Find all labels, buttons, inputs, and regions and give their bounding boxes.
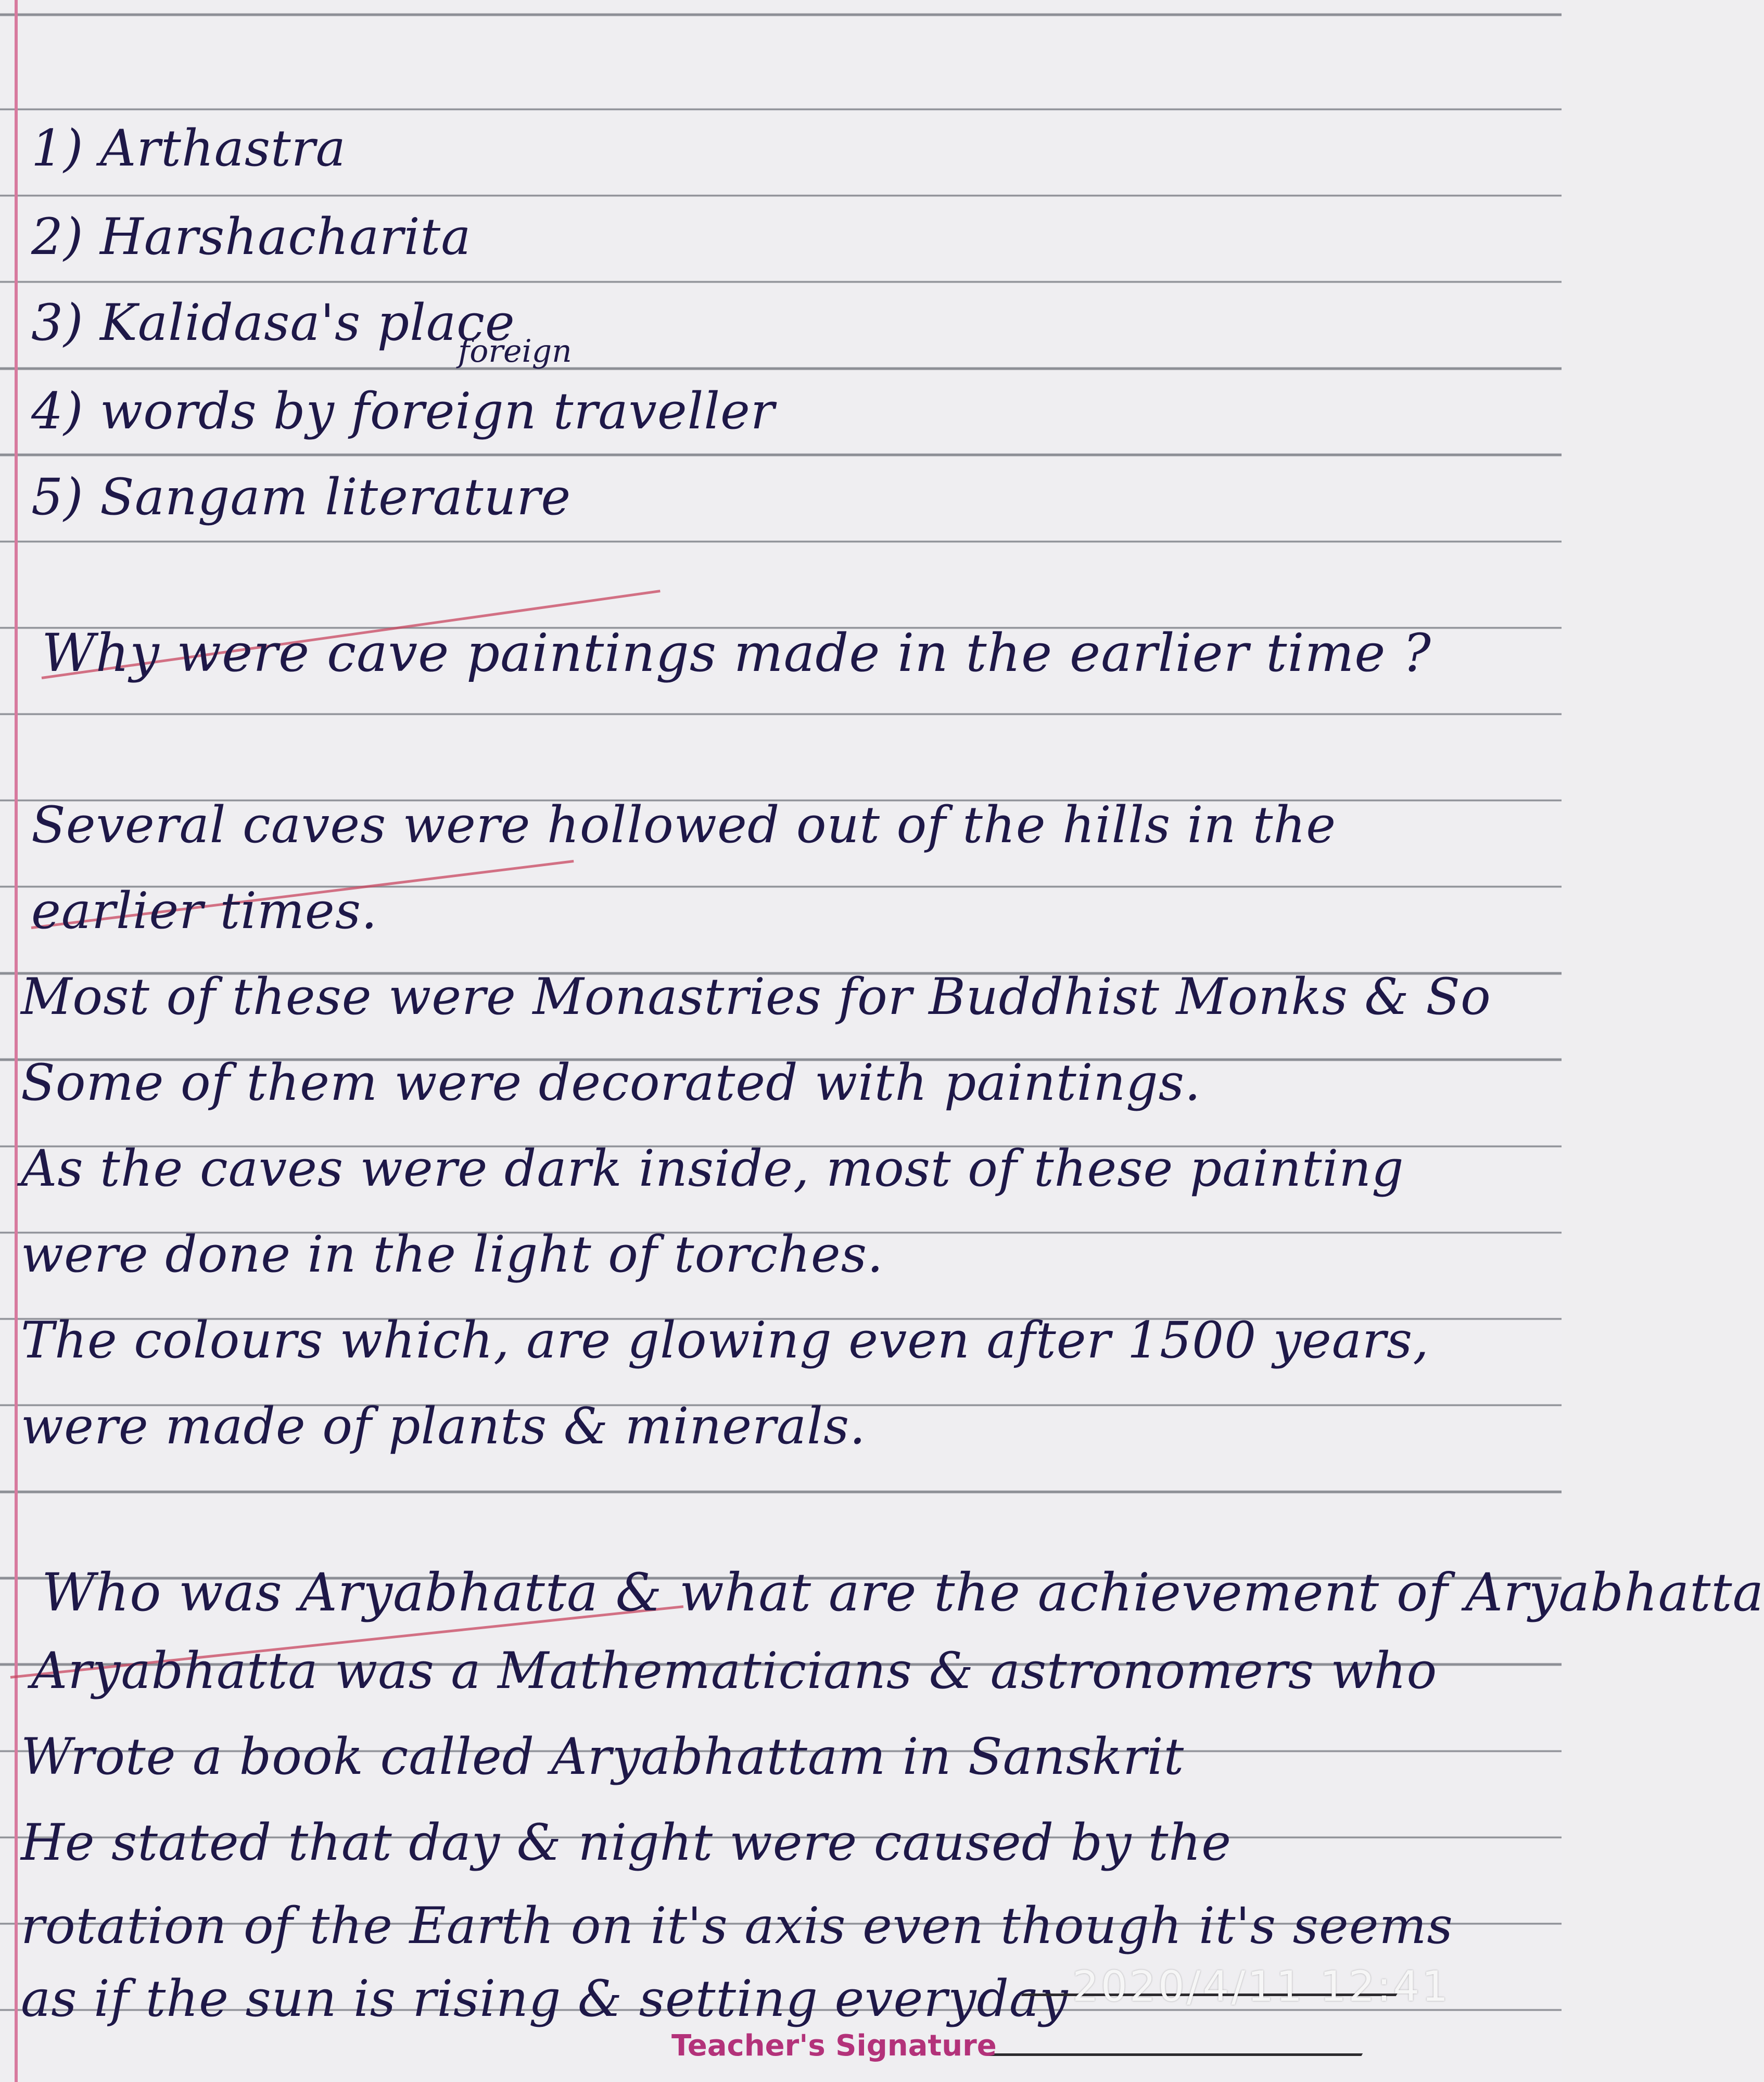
photo-timestamp: 2020/4/11 12:41: [1072, 1962, 1451, 2011]
answer-line: As the caves were dark inside, most of these painting: [21, 1139, 1404, 1198]
answer-line: The colours which, are glowing even after 1500 years,: [21, 1311, 1429, 1369]
answer-line: rotation of the Earth on it's axis even though it's seems: [21, 1897, 1453, 1955]
inserted-word: foreign: [458, 333, 572, 370]
answer-line: Some of them were decorated with paintings.: [21, 1053, 1201, 1112]
answer-line: earlier times.: [31, 882, 378, 940]
answer-line: Wrote a book called Aryabhattam in Sanskrit: [21, 1728, 1185, 1786]
answer-line: He stated that day & night were caused by the: [21, 1813, 1232, 1872]
list-item: 3) Kalidasa's place: [31, 294, 515, 352]
list-item: 1) Arthastra: [31, 119, 346, 177]
question-heading: Why were cave paintings made in the earlier time ?: [42, 623, 1431, 683]
question-heading: Who was Aryabhatta & what are the achievement of Aryabhatta: [42, 1562, 1764, 1623]
answer-line: Several caves were hollowed out of the hills in the: [31, 796, 1337, 854]
answer-line: were done in the light of torches.: [21, 1225, 884, 1284]
answer-line: were made of plants & minerals.: [21, 1397, 866, 1455]
answer-line: Aryabhatta was a Mathematicians & astronomers who: [31, 1642, 1438, 1700]
teacher-signature-label: Teacher's Signature: [671, 2029, 997, 2063]
list-item: 4) words by foreign traveller: [31, 382, 775, 440]
answer-line: Most of these were Monastries for Buddhist Monks & So: [21, 968, 1491, 1026]
list-item: 2) Harshacharita: [31, 208, 472, 266]
margin-line: [15, 0, 18, 2082]
answer-line: as if the sun is rising & setting everyday: [21, 1970, 1069, 2028]
list-item: 5) Sangam literature: [31, 468, 572, 526]
